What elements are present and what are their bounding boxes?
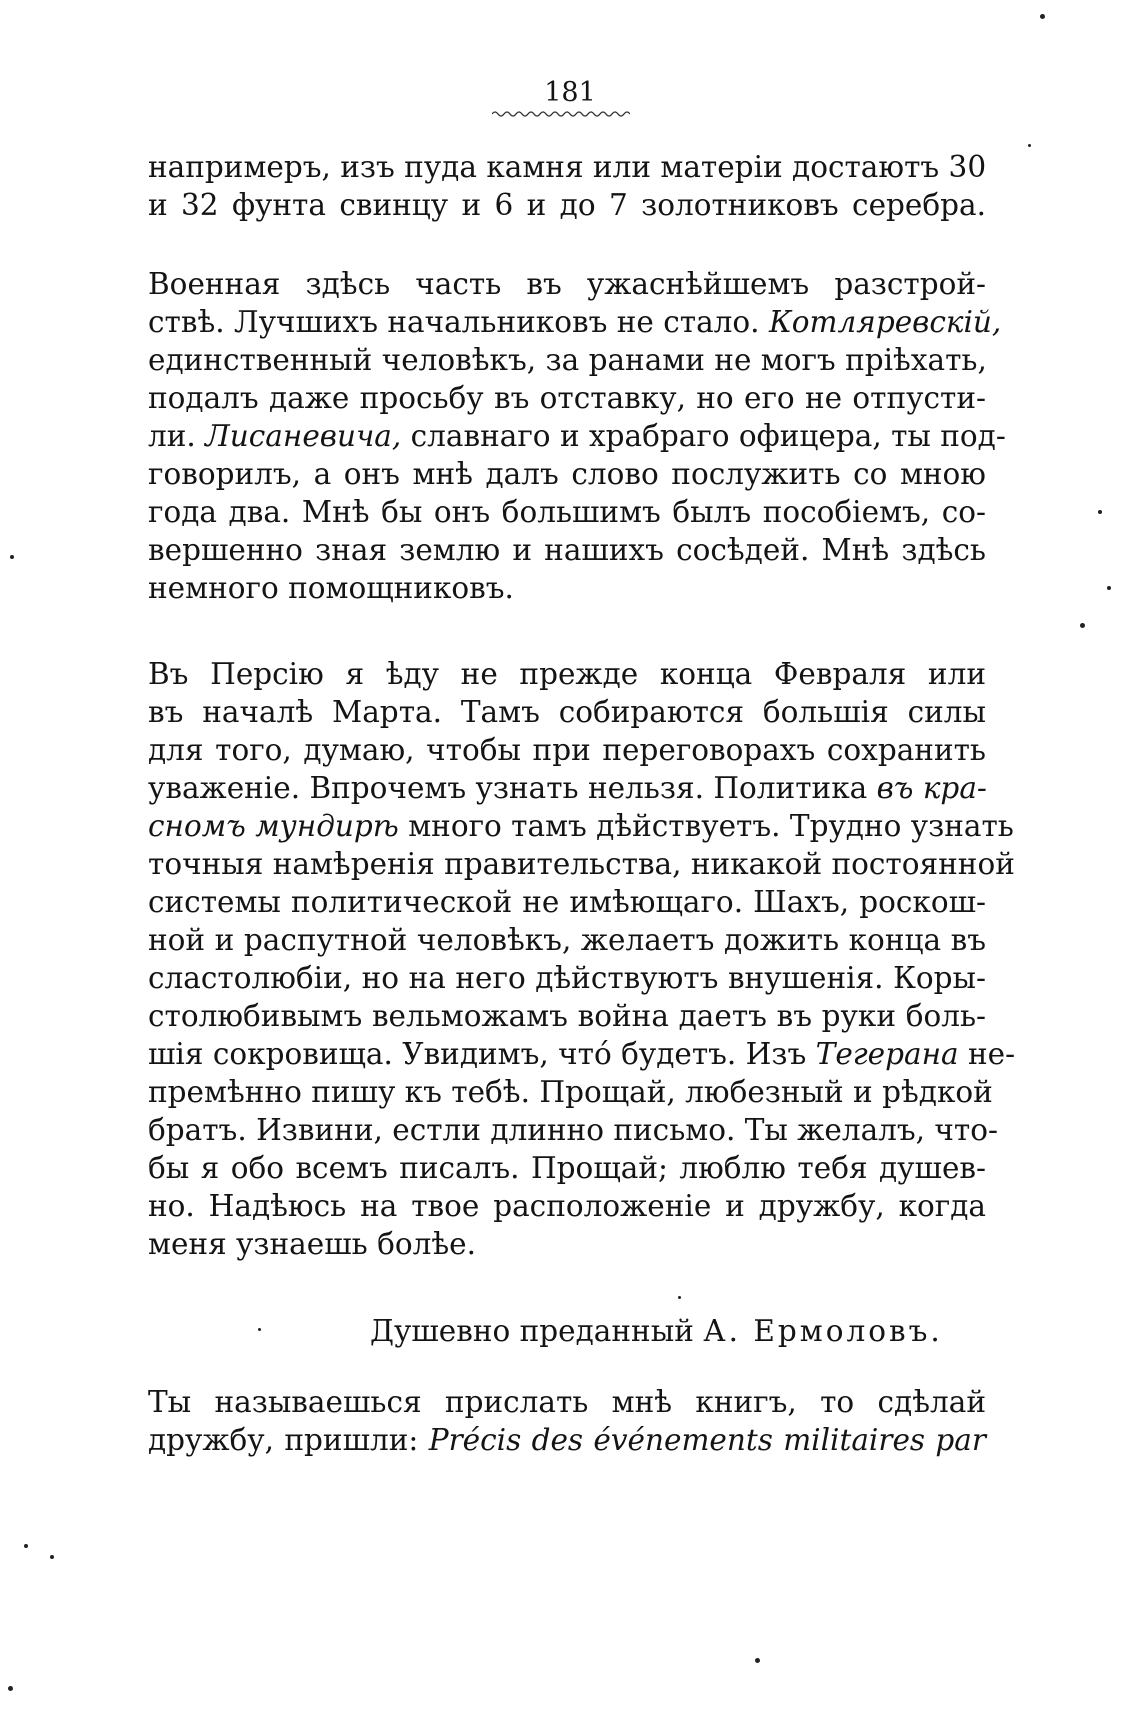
text-line: Военная здѣсь часть въ ужаснѣйшемъ разстрой- [148, 267, 986, 301]
scan-speck [1080, 623, 1085, 628]
text-line: немного помощниковъ. [148, 571, 514, 605]
text-line: премѣнно пишу къ тебѣ. Прощай, любезный и рѣдкой [148, 1075, 993, 1109]
text-line: меня узнаешь болѣе. [148, 1227, 476, 1261]
scan-speck [1028, 144, 1031, 147]
text-line: шiя сокровища. Увидимъ, чтó будетъ. Изъ Тегерана не- [148, 1037, 1016, 1071]
scan-speck [1098, 510, 1102, 514]
text-line: говорилъ, а онъ мнѣ далъ слово послужить со мною [148, 457, 986, 491]
scan-speck [1107, 586, 1111, 590]
text-line: сластолюбiи, но на него дѣйствуютъ внушенiя. Коры- [148, 961, 986, 995]
scan-speck [678, 1296, 681, 1299]
paragraph-2 [148, 265, 1006, 607]
text-line: но. Надѣюсь на твое расположенiе и дружбу, когда [148, 1189, 986, 1223]
text-line: дружбу, пришли: Précis des événements militaires par [148, 1423, 986, 1457]
paragraph-3 [148, 655, 1016, 1263]
text-line: Въ Персiю я ѣду не прежде конца Февраля или [148, 657, 986, 691]
text-line: точныя намѣренiя правительства, никакой постоянной [148, 847, 1015, 881]
text-line: года два. Мнѣ бы онъ большимъ былъ пособiемъ, со- [148, 495, 986, 529]
signature [370, 1312, 986, 1350]
scan-speck [1040, 14, 1045, 19]
text-line: напримеръ, изъ пуда камня или матерiи достаютъ 30 [148, 150, 987, 184]
italic-phrase: сномъ мундирѣ [148, 809, 399, 843]
italic-phrase: въ кра- [876, 771, 987, 805]
scan-speck [8, 1686, 13, 1691]
text-line: Ты называешься прислать мнѣ книгъ, то сдѣлай [148, 1385, 986, 1419]
scan-speck [755, 1658, 760, 1663]
text-line: подалъ даже просьбу въ отставку, но его не отпусти- [148, 381, 986, 415]
text-line: столюбивымъ вельможамъ война даетъ въ руки боль- [148, 999, 986, 1033]
text-line: ли. Лисаневича, славнаго и храбраго офицера, ты под- [148, 419, 1006, 453]
text-line: братъ. Извини, естли длинно письмо. Ты желалъ, что- [148, 1113, 998, 1147]
paragraph-4 [148, 1383, 986, 1459]
text-line: и 32 фунта свинцу и 6 и до 7 золотниковъ серебра. [148, 188, 986, 222]
page-number: 181 [544, 77, 596, 108]
text-line: ной и распутной человѣкъ, желаетъ дожить конца въ [148, 923, 986, 957]
text-line: въ началѣ Марта. Тамъ собираются большiя силы [148, 695, 986, 729]
text-line: уваженiе. Впрочемъ узнать нельзя. Политика въ кра- [148, 771, 987, 805]
italic-book-title: Précis des événements militaires par [428, 1423, 986, 1457]
text-line: вершенно зная землю и нашихъ сосѣдей. Мнѣ здѣсь [148, 533, 986, 567]
text-line: сномъ мундирѣ много тамъ дѣйствуетъ. Трудно узнать [148, 809, 1014, 843]
scan-speck [50, 1555, 54, 1559]
text-line: для того, думаю, чтобы при переговорахъ сохранить [148, 733, 986, 767]
scan-speck [10, 555, 14, 559]
signature-name: А. Ермоловъ. [703, 1314, 943, 1348]
decorative-rule [492, 110, 630, 118]
italic-name-lisanevich: Лисаневича, [205, 419, 402, 453]
text-line: системы политической не имѣющаго. Шахъ, роскош- [148, 885, 986, 919]
italic-place-tehran: Тегерана [815, 1037, 959, 1071]
text-line: бы я обо всемъ писалъ. Прощай; люблю тебя душев- [148, 1151, 986, 1185]
italic-name-kotlyarevsky: Котляревскiй, [768, 305, 1002, 339]
scan-speck [24, 1544, 28, 1548]
signature-closing: Душевно преданный [370, 1314, 694, 1348]
paragraph-1 [148, 148, 986, 224]
text-line: единственный человѣкъ, за ранами не могъ прiѣхать, [148, 343, 987, 377]
text-line: ствѣ. Лучшихъ начальниковъ не стало. Котляревскiй, [148, 305, 1002, 339]
scan-speck [258, 1328, 261, 1331]
